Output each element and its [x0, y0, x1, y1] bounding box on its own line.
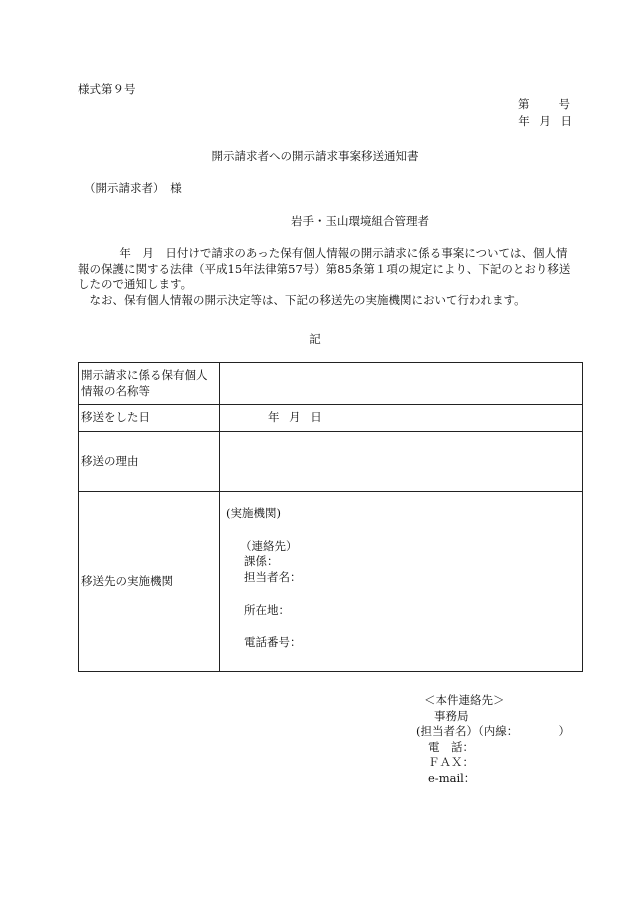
- label-destination-agency: 移送先の実施機関: [79, 492, 220, 672]
- label-request-info-name: 開示請求に係る保有個人情報の名称等: [79, 363, 220, 405]
- table-row: [79, 492, 583, 672]
- contact-box: [416, 693, 616, 786]
- form-number: 様式第９号: [78, 82, 136, 96]
- person-label: 担当者名：: [244, 570, 302, 584]
- table-row: [79, 432, 583, 492]
- section-label: 課係：: [244, 554, 279, 569]
- contact-person-ext: (担当者名）（内線： ）: [416, 724, 570, 739]
- contact-fax: ＦＡＸ：: [428, 755, 474, 770]
- value-transfer-date: [220, 405, 583, 432]
- address-label: 所在地：: [244, 602, 290, 617]
- document-title: 開示請求者への開示請求事案移送通知書: [211, 149, 419, 163]
- sender: 岩手・玉山環境組合管理者: [291, 214, 429, 228]
- transfer-info-table: [78, 362, 583, 672]
- contact-office: 事務局: [434, 708, 469, 723]
- table-row: [79, 363, 583, 405]
- label-transfer-date: 移送をした日: [79, 405, 220, 432]
- contact-heading: ＜本件連絡先＞: [424, 693, 505, 707]
- phone-label: 電話番号：: [244, 635, 302, 650]
- contact-phone: 電 話：: [428, 739, 474, 754]
- label-transfer-reason: 移送の理由: [79, 432, 220, 492]
- ki-heading: 記: [309, 332, 321, 346]
- body-text: [78, 246, 578, 308]
- body-paragraph-1: 年 月 日付けで請求のあった保有個人情報の開示請求に係る事案については、個人情報の保護に関する法律（平成15年法律第57号）第85条第１項の規定により、下記のとおり移送したので通知します。: [78, 246, 571, 292]
- value-request-info-name: [220, 363, 583, 405]
- body-paragraph-2: なお、保有個人情報の開示決定等は、下記の移送先の実施機関において行われます。: [89, 292, 526, 307]
- table-row: [79, 405, 583, 432]
- addressee: （開示請求者） 様: [84, 181, 182, 195]
- transfer-date-text: 年 月 日: [268, 410, 322, 425]
- agency-label: (実施機関): [226, 506, 281, 521]
- value-transfer-reason: [220, 432, 583, 492]
- value-destination-agency: [220, 492, 583, 672]
- document-number: 第 号: [518, 97, 572, 111]
- contact-heading: （連絡先）: [240, 538, 298, 553]
- contact-email: e-mail：: [428, 770, 476, 785]
- document-date: 年 月 日: [518, 114, 572, 128]
